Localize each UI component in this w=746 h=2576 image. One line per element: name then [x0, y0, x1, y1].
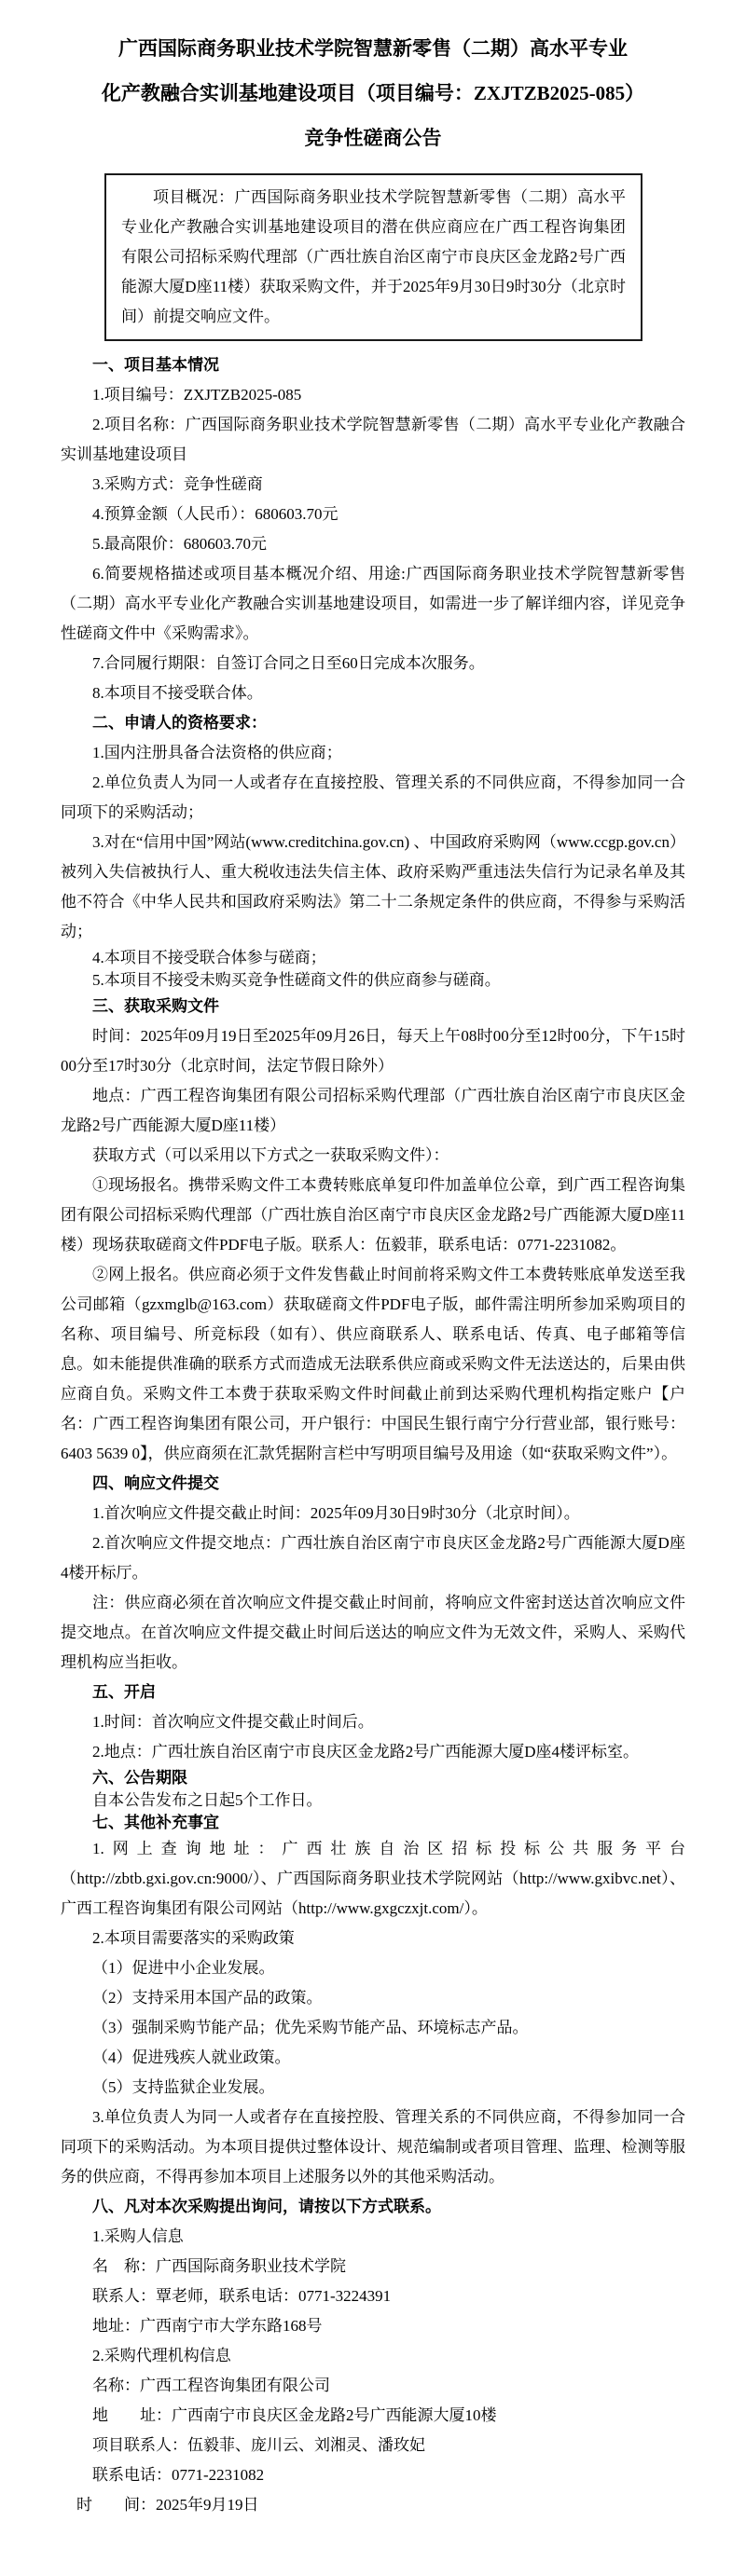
paragraph: 1.时间：首次响应文件提交截止时间后。	[92, 1713, 374, 1731]
paragraph: （1）促进中小企业发展。	[92, 1959, 275, 1977]
paragraph: ①现场报名。携带采购文件工本费转账底单复印件加盖单位公章，到广西工程咨询集团有限公司招标采购代理部（广西壮族自治区南宁市良庆区金龙路2号广西能源大厦D座11楼）现场获取磋商文件PDF电子版。联系人：伍毅菲，联系电话：0771-2231082。	[61, 1176, 685, 1254]
section-heading: 一、项目基本情况	[92, 356, 219, 374]
paragraph: 3.单位负责人为同一人或者存在直接控股、管理关系的不同供应商，不得参加同一合同项下的采购活动。为本项目提供过整体设计、规范编制或者项目管理、监理、检测等服务的供应商，不得再参加本项目上述服务以外的其他采购活动。	[61, 2108, 685, 2185]
paragraph: 6.简要规格描述或项目基本概况介绍、用途:广西国际商务职业技术学院智慧新零售（二期）高水平专业化产教融合实训基地建设项目，如需进一步了解详细内容，详见竞争性磋商文件中《采购需求》。	[61, 565, 685, 642]
paragraph: 5.本项目不接受未购买竞争性磋商文件的供应商参与磋商。	[92, 971, 501, 989]
paragraph: 1.首次响应文件提交截止时间：2025年09月30日9时30分（北京时间）。	[92, 1504, 580, 1522]
paragraph: 2.项目名称：广西国际商务职业技术学院智慧新零售（二期）高水平专业化产教融合实训基地建设项目	[61, 416, 685, 463]
section-heading: 五、开启	[92, 1683, 156, 1701]
section-heading: 二、申请人的资格要求：	[92, 714, 267, 732]
document-title-line: 化产教融合实训基地建设项目（项目编号：ZXJTZB2025-085）	[101, 82, 645, 104]
paragraph: 2.首次响应文件提交地点：广西壮族自治区南宁市良庆区金龙路2号广西能源大厦D座4楼开标厅。	[61, 1534, 685, 1582]
paragraph: 2.地点：广西壮族自治区南宁市良庆区金龙路2号广西能源大厦D座4楼评标室。	[92, 1743, 640, 1761]
paragraph: （2）支持采用本国产品的政策。	[92, 1989, 323, 2007]
paragraph: 注：供应商必须在首次响应文件提交截止时间前，将响应文件密封送达首次响应文件提交地点。在首次响应文件提交截止时间后送达的响应文件为无效文件，采购人、采购代理机构应当拒收。	[61, 1594, 685, 1671]
paragraph: 3.采购方式：竞争性磋商	[92, 475, 263, 493]
paragraph: 1.网上查询地址：广西壮族自治区招标投标公共服务平台（http://zbtb.gxi.gov.cn:9000/）、广西国际商务职业技术学院网站（http://www.gxibvc.net）、广西工程咨询集团有限公司网站（http://www.gxgczxjt.com/）。	[61, 1840, 685, 1917]
project-overview-box: 项目概况：广西国际商务职业技术学院智慧新零售（二期）高水平专业化产教融合实训基地建设项目的潜在供应商应在广西工程咨询集团有限公司招标采购代理部（广西壮族自治区南宁市良庆区金龙路2号广西能源大厦D座11楼）获取采购文件，并于2025年9月30日9时30分（北京时间）前提交响应文件。	[104, 173, 642, 341]
paragraph: 4.预算金额（人民币）：680603.70元	[92, 505, 338, 523]
paragraph: 1.采购人信息	[92, 2227, 184, 2245]
paragraph: 联系电话：0771-2231082	[92, 2466, 265, 2484]
paragraph: 3.对在“信用中国”网站(www.creditchina.gov.cn) 、中国政府采购网（www.ccgp.gov.cn）被列入失信被执行人、重大税收违法失信主体、政府采购严重违法失信行为记录名单及其他不符合《中华人民共和国政府采购法》第二十二条规定条件的供应商，不得参与采购活动；	[61, 833, 685, 940]
paragraph: 2.本项目需要落实的采购政策	[92, 1929, 295, 1947]
document-title-line: 竞争性磋商公告	[304, 127, 442, 149]
paragraph: 2.采购代理机构信息	[92, 2347, 231, 2364]
paragraph: 获取方式（可以采用以下方式之一获取采购文件）：	[92, 1146, 449, 1164]
paragraph: 地 址：广西南宁市良庆区金龙路2号广西能源大厦10楼	[92, 2406, 497, 2424]
paragraph: 1.国内注册具备合法资格的供应商；	[92, 744, 342, 761]
paragraph: 地址：广西南宁市大学东路168号	[92, 2317, 323, 2335]
paragraph: （3）强制采购节能产品；优先采购节能产品、环境标志产品。	[92, 2019, 529, 2036]
document-body	[61, 26, 685, 2520]
paragraph: 名称：广西工程咨询集团有限公司	[92, 2377, 330, 2394]
paragraph: 1.项目编号：ZXJTZB2025-085	[92, 386, 302, 404]
section-heading: 四、响应文件提交	[92, 1474, 219, 1492]
paragraph: 名 称：广西国际商务职业技术学院	[92, 2257, 346, 2275]
paragraph: 7.合同履行期限：自签订合同之日至60日完成本次服务。	[92, 654, 485, 672]
paragraph: 8.本项目不接受联合体。	[92, 684, 263, 702]
section-heading: 八、凡对本次采购提出询问，请按以下方式联系。	[92, 2198, 441, 2215]
section-heading: 六、公告期限	[92, 1769, 187, 1787]
paragraph: 联系人：覃老师，联系电话：0771-3224391	[92, 2287, 392, 2305]
section-heading: 七、其他补充事宜	[92, 1814, 219, 1831]
paragraph: 地点：广西工程咨询集团有限公司招标采购代理部（广西壮族自治区南宁市良庆区金龙路2号广西能源大厦D座11楼）	[61, 1087, 685, 1134]
paragraph: 自本公告发布之日起5个工作日。	[92, 1791, 323, 1809]
paragraph: （5）支持监狱企业发展。	[92, 2078, 275, 2096]
paragraph: （4）促进残疾人就业政策。	[92, 2048, 291, 2066]
paragraph: 项目联系人：伍毅菲、庞川云、刘湘灵、潘玫妃	[92, 2436, 425, 2454]
paragraph: 2.单位负责人为同一人或者存在直接控股、管理关系的不同供应商，不得参加同一合同项下的采购活动；	[61, 774, 685, 821]
paragraph: 时间：2025年09月19日至2025年09月26日，每天上午08时00分至12时00分，下午15时00分至17时30分（北京时间，法定节假日除外）	[61, 1027, 685, 1075]
paragraph: 4.本项目不接受联合体参与磋商；	[92, 949, 326, 966]
paragraph: 时 间：2025年9月19日	[76, 2496, 259, 2514]
paragraph: ②网上报名。供应商必须于文件发售截止时间前将采购文件工本费转账底单发送至我公司邮箱（gzxmglb@163.com）获取磋商文件PDF电子版，邮件需注明所参加采购项目的名称、项目编号、所竞标段（如有）、供应商联系人、联系电话、传真、电子邮箱等信息。如未能提供准确的联系方式而造成无法联系供应商或采购文件无法送达的，后果由供应商自负。采购文件工本费于获取采购文件时间截止前到达采购代理机构指定账户【户名：广西工程咨询集团有限公司，开户银行：中国民生银行南宁分行营业部，银行账号：6403 5639 0】，供应商须在汇款凭据附言栏中写明项目编号及用途（如“获取采购文件”）。	[61, 1266, 685, 1462]
section-heading: 三、获取采购文件	[92, 997, 219, 1015]
paragraph: 5.最高限价：680603.70元	[92, 535, 267, 553]
document-title-line: 广西国际商务职业技术学院智慧新零售（二期）高水平专业	[118, 37, 628, 60]
